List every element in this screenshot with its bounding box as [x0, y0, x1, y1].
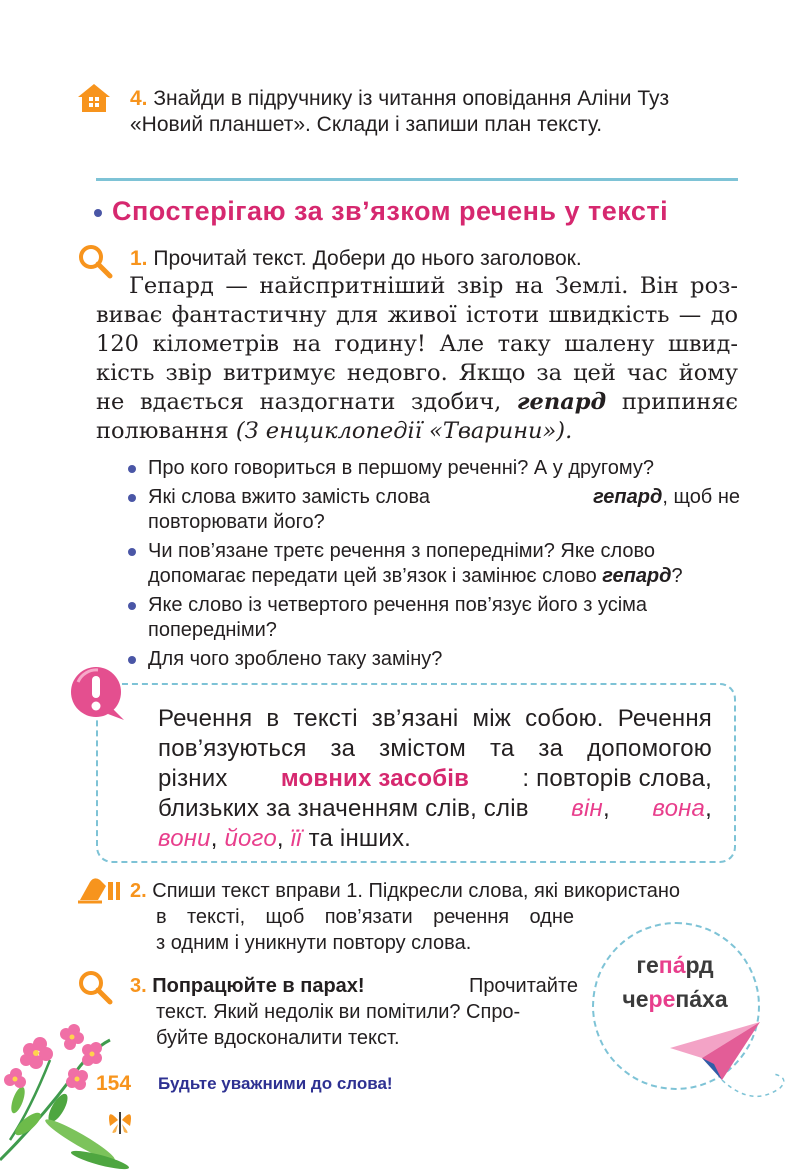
rule-text: [158, 704, 712, 854]
question-text: попередніми?: [148, 619, 277, 641]
keyword-gepard: гепард: [516, 389, 607, 415]
rule-line: [158, 824, 712, 854]
bullet-dot: [128, 494, 136, 502]
magnifier-icon: [76, 968, 114, 1006]
text-line: 120 кілометрів на годину! Але таку шалену швид-: [96, 331, 738, 357]
question-text: ?: [671, 565, 683, 587]
task-text: з одним і уникнути повтору слова.: [156, 932, 472, 954]
rule-fragment: та інших.: [308, 825, 412, 852]
syllable: ге: [636, 952, 659, 978]
keyword-gepard: гепард: [593, 486, 663, 508]
rule-fragment: : повторів слова,: [522, 765, 712, 792]
task-text: Прочитайте: [468, 975, 578, 997]
task-number: 3.: [130, 975, 147, 997]
syllable-stressed: па́: [658, 952, 686, 978]
text-line: [96, 388, 738, 417]
term-highlight: мовних засобів: [280, 765, 470, 792]
text-fragment: полювання: [96, 418, 229, 444]
text-line: виває фантастичну для живої істоти швидкість — до: [96, 302, 738, 328]
rule-fragment: різних: [158, 765, 228, 792]
pronoun-highlight: його: [224, 825, 277, 852]
task-4: [130, 86, 750, 138]
question-text: повторювати його?: [148, 511, 325, 533]
list-item: [128, 456, 740, 481]
syllable-stressed: па́: [675, 986, 703, 1012]
vocabulary-words: [600, 948, 750, 1016]
vocab-word-cherepakha: [600, 982, 750, 1016]
task-text: в тексті, щоб пов’язати речення одне: [156, 906, 574, 928]
question-text: допомагає передати цей зв’язок і замінює слово: [148, 565, 597, 587]
home-icon: [76, 82, 112, 114]
task-text: Знайди в підручнику із читання оповідання Аліни Туз: [153, 87, 670, 110]
task-text: Спиши текст вправи 1. Підкресли слова, які використано: [152, 880, 681, 902]
task-number: 2.: [130, 880, 147, 902]
task-2: [130, 878, 680, 956]
task-number: 4.: [130, 87, 148, 110]
writing-icon: [76, 874, 122, 904]
task-text: буйте вдосконалити текст.: [156, 1027, 400, 1049]
syllable: че: [622, 986, 649, 1012]
syllable-highlight: ре: [648, 986, 676, 1012]
task-1-instruction: [130, 246, 582, 272]
pronoun-highlight: він: [571, 795, 603, 822]
task-number: 1.: [130, 247, 148, 270]
question-text: Які слова вжито замість слова: [148, 486, 431, 508]
rule-line: пов’язуються за змістом та за допомогою: [158, 735, 712, 762]
rule-fragment: близьких за значенням слів, слів: [158, 795, 529, 822]
list-item: [128, 593, 740, 643]
task-text: «Новий планшет». Склади і запиши план тексту.: [130, 113, 603, 136]
bullet-dot: [128, 602, 136, 610]
text-fragment: припиняє: [621, 389, 738, 415]
list-item: [128, 539, 740, 589]
rule-line: [158, 764, 712, 794]
source-reference: (З енциклопедії «Тварини»).: [235, 418, 573, 444]
keyword-gepard: гепард: [602, 565, 672, 587]
text-line: [96, 417, 738, 446]
section-divider: [96, 178, 738, 181]
question-text: Про кого говориться в першому реченні? А у другому?: [148, 457, 654, 479]
footer-motto: Будьте уважними до слова!: [158, 1074, 393, 1093]
rule-line: Речення в тексті зв’язані між собою. Речення: [158, 705, 712, 732]
exclamation-icon: [68, 664, 130, 724]
bullet-dot: [94, 209, 102, 217]
task-text: Прочитай текст. Добери до нього заголовок.: [153, 247, 582, 270]
punctuation: ,: [276, 825, 284, 852]
text-fragment: не вдається наздогнати здобич,: [96, 389, 502, 415]
question-text: Для чого зроблено таку заміну?: [148, 648, 443, 670]
list-item: [128, 485, 740, 535]
question-list: [128, 456, 740, 672]
section-title: Спостерігаю за звʼязком речень у тексті: [112, 196, 669, 226]
pronoun-highlight: її: [290, 825, 302, 852]
syllable: ха: [702, 986, 728, 1012]
page-number: 154: [96, 1072, 132, 1095]
bullet-dot: [128, 465, 136, 473]
punctuation: ,: [705, 795, 712, 822]
pronoun-highlight: вона: [652, 795, 706, 822]
syllable: рд: [685, 952, 714, 978]
bullet-dot: [128, 548, 136, 556]
bullet-dot: [128, 656, 136, 664]
text-line: Гепард — найспритніший звір на Землі. Він роз-: [129, 273, 738, 299]
list-item: [128, 647, 740, 672]
section-heading: [94, 196, 668, 227]
question-text: , щоб не: [662, 486, 740, 508]
rule-line: [158, 794, 712, 824]
punctuation: ,: [210, 825, 218, 852]
punctuation: ,: [602, 795, 610, 822]
question-text: Чи пов’язане третє речення з попередніми? Яке слово: [148, 540, 656, 562]
paper-plane-icon: [662, 1018, 800, 1114]
text-line: кість звір витримує недовго. Якщо за цей час йому: [96, 360, 738, 386]
task-emphasis: Попрацюйте в парах!: [152, 975, 365, 997]
task-3: [130, 973, 578, 1051]
vocab-word-gepard: [600, 948, 750, 982]
pronoun-highlight: вони: [158, 825, 211, 852]
reading-text: [96, 272, 738, 446]
task-text: текст. Який недолік ви помітили? Спро-: [156, 1001, 521, 1023]
question-text: Яке слово із четвертого речення пов’язує його з усіма: [148, 594, 648, 616]
